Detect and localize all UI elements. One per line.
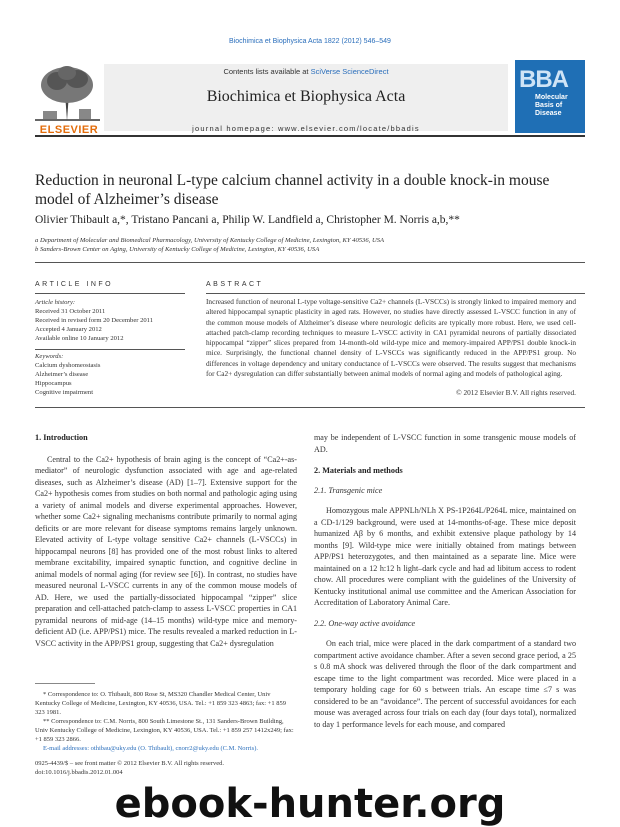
contents-availability bbox=[104, 67, 508, 76]
journal-reference-link[interactable]: Biochimica et Biophysica Acta 1822 (2012) 546–549 bbox=[229, 38, 391, 45]
right-column bbox=[314, 432, 576, 730]
divider bbox=[35, 407, 585, 408]
methods-heading: 2. Materials and methods bbox=[314, 466, 403, 475]
divider bbox=[206, 293, 585, 294]
divider bbox=[35, 262, 585, 263]
cover-subtitle: Molecular Basis of Disease bbox=[535, 94, 568, 117]
footnotes bbox=[35, 690, 295, 753]
introduction-heading: 1. Introduction bbox=[35, 433, 88, 442]
keyword: Calcium dyshomeostasis bbox=[35, 362, 101, 369]
intro-continuation: may be independent of L-VSCC function in some transgenic mouse models of AD. bbox=[314, 433, 576, 454]
abstract-copyright: © 2012 Elsevier B.V. All rights reserved. bbox=[456, 388, 576, 397]
front-matter-line: 0925-4439/$ – see front matter © 2012 Elsevier B.V. All rights reserved. bbox=[35, 760, 224, 767]
footnote-norris: ** Correspondence to: C.M. Norris, 800 South Limestone St., 131 Sanders-Brown Building, Univ Kentucky College of Medicine, Lexington, KY 40536, USA. Tel.: +1 859 257 1412x249; fax: +1 859 323 2866. bbox=[35, 718, 294, 743]
author-list: Olivier Thibault a,*, Tristano Pancani a, Philip W. Landfield a, Christopher M. Norris a,b,** bbox=[35, 214, 460, 226]
history-accepted: Accepted 4 January 2012 bbox=[35, 326, 102, 333]
keyword: Alzheimer’s disease bbox=[35, 371, 89, 378]
watermark-text: ebook-hunter.org bbox=[114, 781, 506, 827]
tree-icon bbox=[35, 63, 100, 123]
abstract-heading: ABSTRACT bbox=[206, 281, 264, 288]
active-avoidance-heading: 2.2. One-way active avoidance bbox=[314, 618, 416, 628]
article-title: Reduction in neuronal L-type calcium channel activity in a double knock-in mouse model of Alzheimer’s disease bbox=[35, 172, 550, 208]
footnote-thibault: * Correspondence to: O. Thibault, 800 Rose St, MS320 Chandler Medical Center, Univ Kentucky College of Medicine, Lexington, KY 40536, USA. Tel.: +1 859 323 4863; fax: +1 859 323 1981. bbox=[35, 691, 286, 716]
journal-homepage[interactable]: journal homepage: www.elsevier.com/locate/bbadis bbox=[192, 124, 420, 133]
introduction-paragraph: Central to the Ca2+ hypothesis of brain aging is the concept of “Ca2+-as-mediator” of neurologic dysfunction associated with age and age-related diseases, such as Alzheimer’s disease (AD) [1–7]. Extensive support for the Ca2+ hypothesis comes from studies on both normal and pathologic aging using a variety of animal models and diverse experimental approaches. However, whether some Ca2+ signaling mechanisms contribute primarily to normal aging deficits or are more relevant for disease symptoms remains largely unknown. Elevated activity of L-type voltage sensitive Ca2+ channels (L-VSCCs) in hippocampal neurons [8] has provided one of the most robust links to altered membrane excitability, impaired synaptic function, and cognitive decline in animal models of normal aging (for review see [6]). In contrast, no studies have measured neuronal L-VSCC currents in any of the common mouse models of AD. Here, we used the partially-dissociated hippocampal “zipper” slice preparation and cell-attached patch-clamp to assess L-VSCC properties in CA1 pyramidal neurons of mid-age (14–15 months) wild-type mice and memory-deficient AD (i.e. APP/PS1) mice. The results revealed a marked reduction in L-VSCC activity in the APP/PS1 group, suggesting that Ca2+ dysregulation bbox=[35, 454, 297, 648]
transgenic-mice-heading: 2.1. Transgenic mice bbox=[314, 485, 383, 495]
article-info-heading: ARTICLE INFO bbox=[35, 281, 114, 288]
article-history bbox=[35, 298, 185, 343]
transgenic-mice-paragraph: Homozygous male APPNLh/NLh X PS-1P264L/P264L mice, maintained on a CD-1/129 background, were used at 14-months-of-age. These mice deposit humanized Aβ by 6 months, and exhibit extensive plaque pathology by 14 months [9]. Wild-type mice were initially obtained from matings between APP/PS1 heterozygotes, and then maintained as a separate line. Mice were maintained on a 12 h:12 h light–dark cycle and had ad libitum access to rodent chow. All procedures were compliant with the guidelines of the University of Kentucky institutional animal use committee and the American Association for Accreditation of Laboratory Animal Care. bbox=[314, 506, 576, 607]
left-column bbox=[35, 432, 297, 649]
divider bbox=[35, 293, 185, 294]
history-received: Received 31 October 2011 bbox=[35, 308, 106, 315]
elsevier-tree-logo bbox=[35, 63, 100, 133]
abstract-text: Increased function of neuronal L-type voltage-sensitive Ca2+ channels (L-VSCCs) is strongly linked to impaired memory and altered hippocampal synaptic plasticity in aged rats. However, no studies have directly assessed L-VSCC function in any of the common mouse models of Alzheimer’s disease where neurologic deficits are typically more robust. Here, we used cell-attached patch-clamp recording techniques to measure L-VSCC activity in CA1 pyramidal neurons of partially dissociated hippocampal “zipper” slices prepared from 14-month-old wild-type mice and memory-impaired APP/PS1 double knock-in mice. Surprisingly, the functional channel density of L-VSCCs was significantly reduced in the APP/PS1 group. No differences in voltage dependency and unitary conductance of L-VSCCs were observed. The results suggest that mechanisms for Ca2+ dysregulation can differ substantially between animal models of normal aging and models of pathological aging. bbox=[206, 297, 576, 379]
footnote-divider bbox=[35, 683, 95, 684]
footnote-emails[interactable]: E-mail addresses: othibau@uky.edu (O. Thibault), cnorr2@uky.edu (C.M. Norris). bbox=[43, 745, 258, 752]
journal-title: Biochimica et Biophysica Acta bbox=[206, 88, 406, 105]
keywords-label: Keywords: bbox=[35, 353, 64, 360]
affiliation-a: a Department of Molecular and Biomedical Pharmacology, University of Kentucky College of Medicine, Lexington, KY 40536, USA bbox=[35, 237, 385, 244]
keyword: Cognitive impairment bbox=[35, 389, 94, 396]
journal-cover bbox=[515, 60, 585, 133]
divider bbox=[35, 349, 185, 350]
keywords bbox=[35, 352, 185, 397]
cover-title: BBA bbox=[519, 66, 568, 93]
history-revised: Received in revised form 20 December 2011 bbox=[35, 317, 154, 324]
history-label: Article history: bbox=[35, 299, 76, 306]
affiliation-b: b Sanders-Brown Center on Aging, University of Kentucky College of Medicine, Lexington, KY 40536, USA bbox=[35, 246, 320, 253]
doi-link[interactable]: doi:10.1016/j.bbadis.2012.01.004 bbox=[35, 769, 123, 776]
keyword: Hippocampus bbox=[35, 380, 72, 387]
active-avoidance-paragraph: On each trial, mice were placed in the dark compartment of a standard two compartment active avoidance chamber. After a seven second grace period, a 25 s 0.8 mA shock was delivered through the floor of the dark compartment and escape time to the light compartment was recorded. Mice were placed in a temporary holding cage for 60 s between trials. An escape time ≤7 s was considered to be an “avoidance”. The percent of successful avoidances for each mouse was averaged across four trials on each day (four days total), normalized to day 1 performance levels for each mouse, and compared bbox=[314, 639, 576, 729]
sciencedirect-link[interactable]: SciVerse ScienceDirect bbox=[310, 67, 389, 76]
contents-prefix: Contents lists available at bbox=[223, 67, 311, 76]
publisher-name: ELSEVIER bbox=[39, 124, 99, 136]
history-online: Available online 10 January 2012 bbox=[35, 335, 124, 342]
